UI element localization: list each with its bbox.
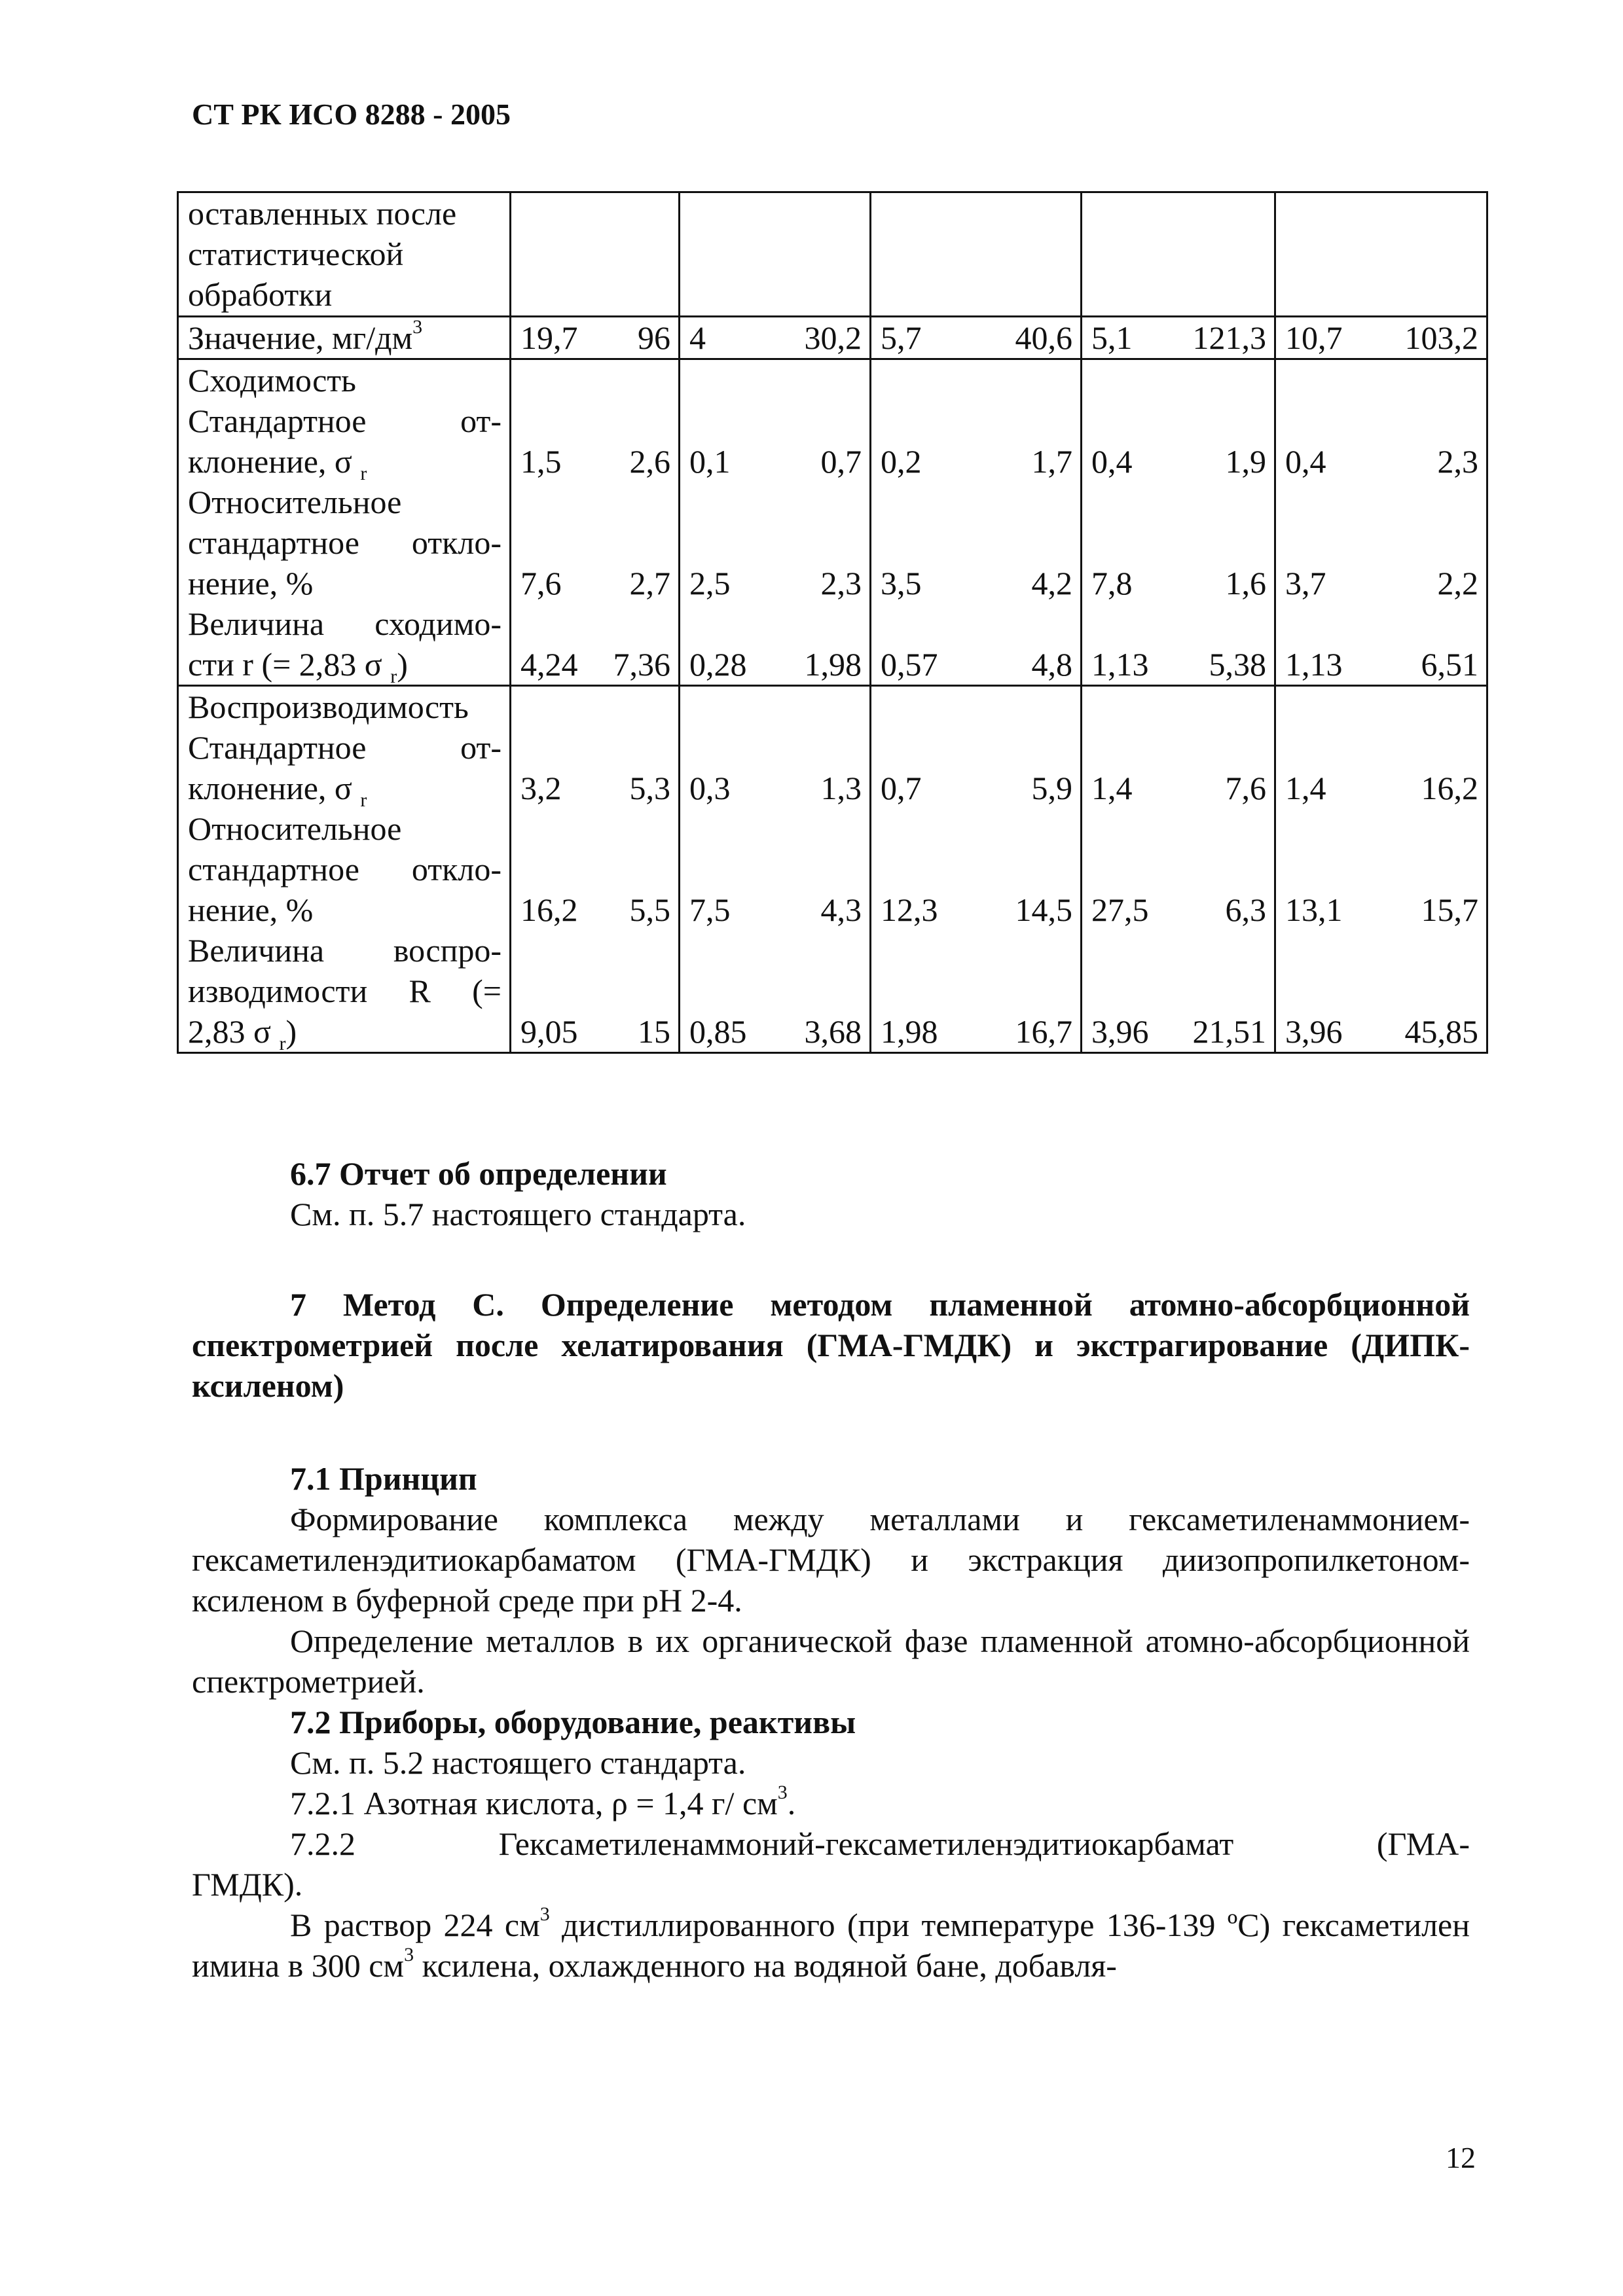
- table-cell: [871, 192, 1082, 317]
- paragraph: В раствор 224 $см^3$ дистиллированного (при температуре 136-139 ºС) гексаметилен имина в 300 $см^3$ ксилена, охлажденного на водяной бане, добавля-: [192, 1903, 1470, 1984]
- table-cell: 19,7 96: [511, 317, 680, 359]
- table-cell: 10,7 103,2: [1275, 317, 1487, 359]
- table-row: [178, 359, 1487, 686]
- table-row: [178, 317, 1487, 359]
- section-heading: 6.7 Отчет об определении: [290, 1155, 667, 1192]
- table-cell: 1,5 2,6 7,6 2,7 4,24 7,36: [511, 359, 680, 686]
- table-cell: 0,7 5,9 12,3 14,5 1,98 16,7: [871, 686, 1082, 1053]
- table-cell: 0,3 1,3 7,5 4,3 0,85 3,68: [680, 686, 871, 1053]
- results-table: [177, 191, 1488, 1054]
- table-cell: [680, 192, 871, 317]
- section-6-7: [192, 1153, 1470, 1234]
- paragraph: См. п. 5.2 настоящего стандарта.: [290, 1744, 746, 1781]
- table-cell-label: Значение, $мг/дм^3$: [178, 317, 511, 359]
- table-cell: [511, 192, 680, 317]
- table-cell-label: Воспроизводимость Стандартное от- клонение, σ $_r$ Относительное стандартное откло- нение, % Величина воспро- изводимости R (= 2,83 σ $_r$): [178, 686, 511, 1053]
- table-cell: 4 30,2: [680, 317, 871, 359]
- table-cell: 5,7 40,6: [871, 317, 1082, 359]
- section-7: [192, 1284, 1470, 1406]
- table-cell: 0,1 0,7 2,5 2,3 0,28 1,98: [680, 359, 871, 686]
- table-cell: 5,1 121,3: [1082, 317, 1275, 359]
- document-header: СТ РК ИСО 8288 - 2005: [192, 98, 511, 131]
- table-cell: 1,4 7,6 27,5 6,3 3,96 21,51: [1082, 686, 1275, 1053]
- table-cell: 0,4 2,3 3,7 2,2 1,13 6,51: [1275, 359, 1487, 686]
- section-heading: 7.2 Приборы, оборудование, реактивы: [290, 1704, 856, 1740]
- section-heading: 7.1 Принцип: [290, 1460, 477, 1497]
- section-heading: 7 Метод С. Определение методом пламенной атомно-абсорбционной спектрометрией после хелатирования (ГМА-ГМДК) и экстрагирование (ДИПК-ксиленом): [192, 1286, 1470, 1404]
- page-number: 12: [1446, 2141, 1476, 2174]
- section-7-1: [192, 1458, 1470, 1986]
- table-cell: 0,2 1,7 3,5 4,2 0,57 4,8: [871, 359, 1082, 686]
- paragraph: 7.2.2 Гексаметиленаммоний-гексаметиленэдитиокарбамат (ГМА-: [290, 1825, 1470, 1862]
- table-cell-label: оставленных после статистической обработки: [178, 192, 511, 317]
- table-cell: [1275, 192, 1487, 317]
- paragraph: 7.2.1 Азотная кислота, ρ = 1,4 г/ $см^3$.: [290, 1782, 796, 1821]
- table-cell-label: Сходимость Стандартное от- клонение, σ $_r$ Относительное стандартное откло- нение, % Величина сходимо- сти r (= 2,83 σ $_r$): [178, 359, 511, 686]
- paragraph: Формирование комплекса между металлами и гексаметиленаммонием-гексаметиленэдитиокарбаматом (ГМА-ГМДК) и экстракция диизопропилкетоном-ксиленом в буферной среде при pH 2-4.: [192, 1501, 1470, 1619]
- table-cell: 0,4 1,9 7,8 1,6 1,13 5,38: [1082, 359, 1275, 686]
- paragraph: См. п. 5.7 настоящего стандарта.: [290, 1196, 746, 1232]
- paragraph: Определение металлов в их органической фазе пламенной атомно-абсорбционной спектрометрией.: [192, 1623, 1470, 1700]
- table-row: [178, 192, 1487, 317]
- paragraph: ГМДК).: [192, 1866, 303, 1903]
- table-cell: [1082, 192, 1275, 317]
- table-cell: 1,4 16,2 13,1 15,7 3,96 45,85: [1275, 686, 1487, 1053]
- table-row: [178, 686, 1487, 1053]
- table-cell: 3,2 5,3 16,2 5,5 9,05 15: [511, 686, 680, 1053]
